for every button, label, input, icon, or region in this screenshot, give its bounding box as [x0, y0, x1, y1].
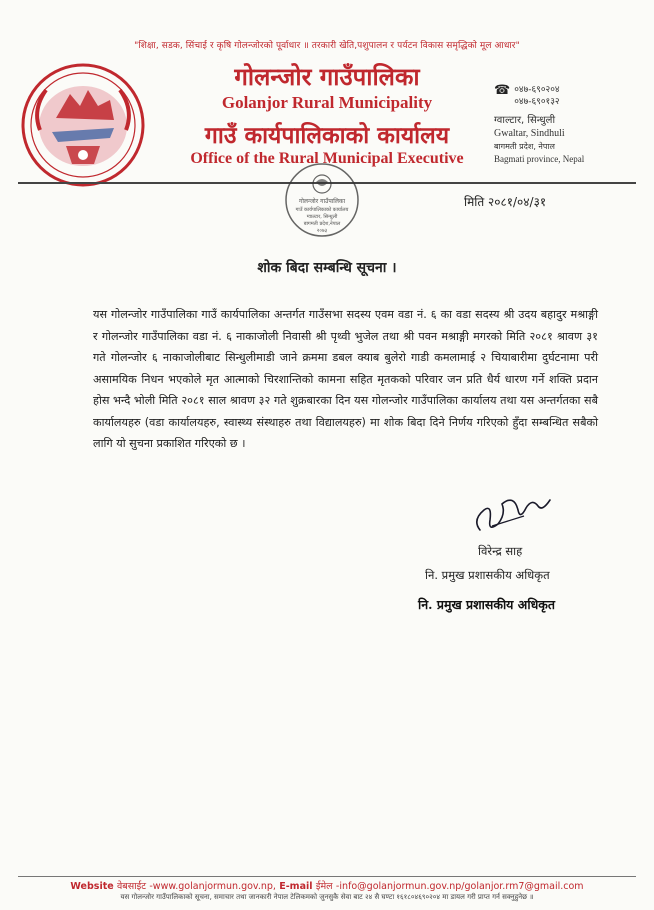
motto-line: "शिक्षा, सडक, सिंचाई र कृषि गोलन्जोरको पूर्वाधार ॥ तरकारी खेति,पशुपालन र पर्यटन विकास समृद्धिको मूल आधार"	[134, 41, 520, 51]
email-label-nepali: ईमेल	[315, 881, 333, 892]
phone-row	[494, 84, 644, 108]
email-link[interactable]: -info@golanjormun.gov.np/golanjor.rm7@gmail.com	[335, 881, 584, 892]
footer-divider	[18, 876, 636, 877]
email-label: E-mail	[279, 881, 313, 892]
phone-number-1: ०४७-६९०२०४	[514, 85, 560, 95]
municipality-name-nepali: गोलन्जोर गाउँपालिका	[234, 62, 420, 91]
province-english: Bagmati province, Nepal	[494, 154, 585, 164]
stamp-line-4: बागमती प्रदेश,नेपाल	[303, 221, 341, 227]
signatory-title-stamp: नि. प्रमुख प्रशासकीय अधिकृत	[418, 597, 555, 612]
address-block	[494, 114, 644, 166]
website-label: Website	[70, 881, 114, 892]
footer-contact-line	[0, 879, 654, 892]
stamp-line-2: गाउँ कार्यपालिकाको कार्यालय	[295, 207, 349, 213]
signatory-name: विरेन्द्र साह	[478, 544, 523, 558]
footer-notice: यस गोलन्जोर गाउँपालिकाको सूचना, समाचार तथा जानकारी नेपाल टेलिकमको जुनसुकै सेवा बाट २४ सै घण्टा १६१८०४६९०२०४ मा डायल गरी प्राप्त गर्न सक्नुहुनेछ ॥	[120, 893, 534, 901]
contact-block	[494, 84, 644, 166]
signatory-title: नि. प्रमुख प्रशासकीय अधिकृत	[425, 568, 550, 582]
notice-title: शोक बिदा सम्बन्धि सूचना ।	[257, 260, 397, 276]
office-name-english: Office of the Rural Municipal Executive	[190, 150, 464, 167]
address-nepali: ग्वाल्टार, सिन्धुली	[494, 115, 556, 126]
notice-body: यस गोलन्जोर गाउँपालिका गाउँ कार्यपालिका अन्तर्गत गाउँसभा सदस्य एवम वडा नं. ६ का वडा सदस्य श्री उदय बहादुर मश्राङ्गी र गोलन्जोर गाउँपालिका वडा नं. ६ नाकाजोली निवासी श्री पृथ्वी भुजेल तथा श्री पवन मश्राङ्गी मगरको मिति २०८१ श्रावण ३१ गते गोलन्जोर ६ नाकाजोलीबाट सिन्धुलीमाडी जाने क्रममा डबल क्याब बुलेरो गाडी कमलामाई २ चियाबारीमा दुर्घटनामा परी असामयिक निधन भएकोले मृत आत्माको चिरशान्तिको कामना सहित मृतकको परिवार जन प्रति धैर्य धारण गर्ने शक्ति प्रदान होस भन्दै भोली मिति २०८१ साल श्रावण ३२ गते शुक्रबारका दिन यस गोलन्जोर गाउँपालिका कार्यालय तथा यस अन्तर्गतका सबै कार्यालयहरु (वडा कार्यालयहरु, स्वास्थ्य संस्थाहरु तथा विद्यालयहरु) मा शोक बिदा दिने निर्णय गरिएको हुँदा सम्बन्धित सबैको लागि यो सुचना प्रकाशित गरिएको छ ।	[93, 308, 598, 450]
municipality-name-english: Golanjor Rural Municipality	[221, 93, 433, 112]
address-english: Gwaltar, Sindhuli	[494, 128, 565, 139]
letter-date: मिति २०८१/०४/३१	[464, 195, 547, 209]
stamp-line-3: ग्वाल्टार, सिन्धुली	[306, 214, 338, 220]
handwritten-signature	[462, 480, 562, 540]
phone-number-2: ०४७-६९०१३२	[514, 97, 560, 107]
website-link[interactable]: -www.golanjormun.gov.np,	[149, 881, 276, 892]
office-name-nepali: गाउँ कार्यपालिकाको कार्यालय	[204, 122, 450, 149]
stamp-line-1: गोलन्जोर गाउँपालिका	[298, 198, 346, 205]
province-nepali: बागमती प्रदेश, नेपाल	[494, 142, 555, 151]
phone-icon: ☎	[494, 83, 511, 98]
website-label-nepali: वेबसाईट	[117, 881, 147, 892]
office-seal-stamp	[282, 160, 362, 240]
stamp-year: २०७३	[316, 228, 328, 234]
